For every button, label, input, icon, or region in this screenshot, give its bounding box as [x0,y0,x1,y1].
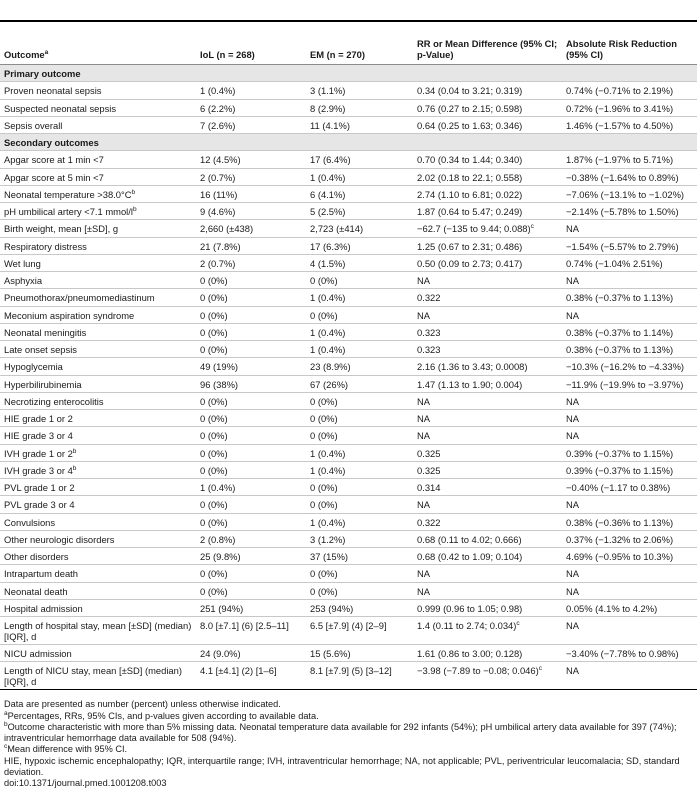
cell-iol: 2 (0.7%) [196,168,306,185]
cell-arr: −0.38% (−1.64% to 0.89%) [562,168,697,185]
cell-arr: 0.74% (−1.04% 2.51%) [562,254,697,271]
cell-iol: 96 (38%) [196,375,306,392]
cell-rr: 1.87 (0.64 to 5.47; 0.249) [413,203,562,220]
table-row [0,220,697,237]
cell-outcome: Birth weight, mean [±SD], g [0,220,196,237]
cell-arr: NA [562,496,697,513]
table-row [0,662,697,690]
cell-iol: 0 (0%) [196,513,306,530]
cell-arr: 1.87% (−1.97% to 5.71%) [562,151,697,168]
footnote-intro: Data are presented as number (percent) unless otherwise indicated. [4,699,281,710]
table-row [0,323,697,340]
cell-rr: NA [413,582,562,599]
cell-em: 1 (0.4%) [306,323,413,340]
cell-arr: NA [562,565,697,582]
table-row [0,496,697,513]
cell-iol: 1 (0.4%) [196,82,306,99]
cell-rr: 0.323 [413,341,562,358]
cell-rr: NA [413,496,562,513]
cell-arr: NA [562,272,697,289]
cell-arr: −7.06% (−13.1% to −1.02%) [562,185,697,202]
cell-arr: 1.46% (−1.57% to 4.50%) [562,116,697,133]
table-row [0,444,697,461]
cell-iol: 2 (0.7%) [196,254,306,271]
cell-iol: 2 (0.8%) [196,530,306,547]
cell-arr: 0.05% (4.1% to 4.2%) [562,599,697,616]
table-row [0,392,697,409]
cell-iol: 25 (9.8%) [196,548,306,565]
cell-iol: 251 (94%) [196,599,306,616]
cell-iol: 0 (0%) [196,410,306,427]
cell-rr: 0.325 [413,444,562,461]
table-row [0,82,697,99]
cell-outcome: Neonatal temperature $>38.0^\circ C^b$ [0,185,196,202]
cell-outcome: Wet lung [0,254,196,271]
cell-em: 3 (1.2%) [306,530,413,547]
cell-em: 17 (6.3%) [306,237,413,254]
cell-outcome: Asphyxia [0,272,196,289]
table-row [0,617,697,645]
cell-iol: 2,660 (±438) [196,220,306,237]
cell-arr: 0.38% (−0.37% to 1.13%) [562,289,697,306]
cell-rr: NA [413,306,562,323]
cell-em: 1 (0.4%) [306,289,413,306]
cell-rr: 0.68 (0.42 to 1.09; 0.104) [413,548,562,565]
cell-arr: NA [562,582,697,599]
table-row [0,427,697,444]
cell-rr: 1.47 (1.13 to 1.90; 0.004) [413,375,562,392]
table-row [0,272,697,289]
section-row [0,134,697,151]
table-row [0,479,697,496]
cell-em: 1 (0.4%) [306,461,413,478]
cell-outcome: Intrapartum death [0,565,196,582]
cell-arr: NA [562,410,697,427]
cell-rr: 1.25 (0.67 to 2.31; 0.486) [413,237,562,254]
cell-arr: NA [562,662,697,690]
footnotes [0,690,694,789]
cell-outcome: Suspected neonatal sepsis [0,99,196,116]
cell-em: 3 (1.1%) [306,82,413,99]
cell-rr: 0.323 [413,323,562,340]
cell-outcome: IVH grade 3 or 4$^b$ [0,461,196,478]
header-iol: IoL (n = 268) [196,22,306,65]
header-row [0,22,697,65]
cell-em: 23 (8.9%) [306,358,413,375]
cell-iol: 49 (19%) [196,358,306,375]
cell-iol: 0 (0%) [196,341,306,358]
cell-outcome: Other disorders [0,548,196,565]
cell-rr: 0.68 (0.11 to 4.02; 0.666) [413,530,562,547]
cell-iol: 0 (0%) [196,565,306,582]
cell-arr: −11.9% (−19.9% to −3.97%) [562,375,697,392]
cell-iol: 0 (0%) [196,306,306,323]
cell-rr: 0.314 [413,479,562,496]
cell-arr: NA [562,617,697,645]
cell-arr: 0.38% (−0.37% to 1.13%) [562,341,697,358]
cell-arr: 0.38% (−0.37% to 1.14%) [562,323,697,340]
cell-rr: NA [413,272,562,289]
outcomes-table [0,22,697,690]
cell-em: 11 (4.1%) [306,116,413,133]
cell-em: 0 (0%) [306,479,413,496]
table-row [0,461,697,478]
cell-iol: 8.0 [±7.1] (6) [2.5–11] [196,617,306,645]
cell-iol: 0 (0%) [196,461,306,478]
cell-iol: 0 (0%) [196,272,306,289]
table-row [0,116,697,133]
cell-arr: 0.74% (−0.71% to 2.19%) [562,82,697,99]
cell-arr: NA [562,392,697,409]
table-row [0,254,697,271]
cell-iol: 0 (0%) [196,392,306,409]
cell-em: 4 (1.5%) [306,254,413,271]
cell-rr: NA [413,565,562,582]
table-row [0,599,697,616]
cell-em: 1 (0.4%) [306,444,413,461]
cell-arr: NA [562,427,697,444]
cell-iol: 0 (0%) [196,496,306,513]
cell-outcome: Convulsions [0,513,196,530]
cell-arr: 0.72% (−1.96% to 3.41%) [562,99,697,116]
cell-outcome: NICU admission [0,645,196,662]
cell-outcome: Length of hospital stay, mean [±SD] (median) [IQR], d [0,617,196,645]
cell-iol: 12 (4.5%) [196,151,306,168]
table-row [0,237,697,254]
cell-outcome: Hospital admission [0,599,196,616]
cell-em: 8 (2.9%) [306,99,413,116]
cell-outcome: PVL grade 3 or 4 [0,496,196,513]
cell-em: 5 (2.5%) [306,203,413,220]
cell-rr: −3.98 (−7.89 to −0.08; 0.046)$^c$ [413,662,562,690]
table-row [0,151,697,168]
table-row [0,203,697,220]
cell-iol: 0 (0%) [196,582,306,599]
table-body [0,65,697,690]
cell-outcome: PVL grade 1 or 2 [0,479,196,496]
cell-outcome: Length of NICU stay, mean [±SD] (median) [IQR], d [0,662,196,690]
footnote-c: $^c$Mean difference with 95% CI. [4,743,128,755]
cell-arr: −2.14% (−5.78% to 1.50%) [562,203,697,220]
section-row [0,65,697,82]
cell-outcome: Respiratory distress [0,237,196,254]
cell-em: 0 (0%) [306,410,413,427]
cell-em: 0 (0%) [306,496,413,513]
cell-arr: −10.3% (−16.2% to −4.33%) [562,358,697,375]
footnote-abbreviations: HIE, hypoxic ischemic encephalopathy; IQR, interquartile range; IVH, intraventricular hemorrhage; NA, not applicable; PVL, periventricular leucomalacia; SD, standard deviation. [4,755,680,778]
cell-rr: 2.02 (0.18 to 22.1; 0.558) [413,168,562,185]
cell-outcome: Meconium aspiration syndrome [0,306,196,323]
cell-rr: 0.999 (0.96 to 1.05; 0.98) [413,599,562,616]
table-row [0,513,697,530]
cell-iol: 0 (0%) [196,427,306,444]
cell-iol: 4.1 [±4.1] (2) [1–6] [196,662,306,690]
cell-rr: 2.16 (1.36 to 3.43; 0.0008) [413,358,562,375]
cell-arr: −0.40% (−1.17 to 0.38%) [562,479,697,496]
cell-outcome: Necrotizing enterocolitis [0,392,196,409]
cell-iol: 16 (11%) [196,185,306,202]
cell-em: 17 (6.4%) [306,151,413,168]
cell-outcome: pH umbilical artery <7.1 mmol/$l^b$ [0,203,196,220]
cell-iol: 21 (7.8%) [196,237,306,254]
cell-em: 6.5 [±7.9] (4) [2–9] [306,617,413,645]
header-em: EM (n = 270) [306,22,413,65]
cell-outcome: HIE grade 1 or 2 [0,410,196,427]
cell-arr: 0.39% (−0.37% to 1.15%) [562,461,697,478]
cell-outcome: HIE grade 3 or 4 [0,427,196,444]
cell-iol: 24 (9.0%) [196,645,306,662]
cell-em: 0 (0%) [306,582,413,599]
cell-rr: NA [413,410,562,427]
cell-outcome: IVH grade 1 or 2$^b$ [0,444,196,461]
cell-arr: −3.40% (−7.78% to 0.98%) [562,645,697,662]
table-row [0,289,697,306]
cell-em: 0 (0%) [306,427,413,444]
header-arr: Absolute Risk Reduction (95% CI) [562,22,697,65]
table-row [0,99,697,116]
cell-arr: 0.39% (−0.37% to 1.15%) [562,444,697,461]
footnote-b: $^b$Outcome characteristic with more than 5% missing data. Neonatal temperature data available for 292 infants (54%); pH umbilical artery data available for 397 (74%); intraventricular hemorrhage data available for 508 (94%). [4,720,677,744]
footnote-a: $^a$Percentages, RRs, 95% CIs, and p-values given according to available data. [4,709,319,721]
cell-rr: 0.322 [413,513,562,530]
cell-em: 1 (0.4%) [306,513,413,530]
cell-em: 0 (0%) [306,392,413,409]
cell-rr: 1.61 (0.86 to 3.00; 0.128) [413,645,562,662]
cell-em: 37 (15%) [306,548,413,565]
table-row [0,548,697,565]
cell-rr: 0.325 [413,461,562,478]
cell-arr: NA [562,220,697,237]
cell-rr: 0.34 (0.04 to 3.21; 0.319) [413,82,562,99]
cell-outcome: Neonatal death [0,582,196,599]
cell-outcome: Apgar score at 1 min <7 [0,151,196,168]
cell-outcome: Apgar score at 5 min <7 [0,168,196,185]
table-row [0,375,697,392]
table-row [0,306,697,323]
cell-outcome: Hypoglycemia [0,358,196,375]
cell-outcome: Late onset sepsis [0,341,196,358]
cell-outcome: Other neurologic disorders [0,530,196,547]
cell-rr: NA [413,392,562,409]
header-outcome: Outcome$^a$ [0,22,196,65]
cell-rr: −62.7 (−135 to 9.44; 0.088)$^c$ [413,220,562,237]
doi: doi:10.1371/journal.pmed.1001208.t003 [4,778,167,789]
cell-em: 0 (0%) [306,272,413,289]
table-row [0,185,697,202]
cell-em: 1 (0.4%) [306,168,413,185]
cell-em: 67 (26%) [306,375,413,392]
cell-arr: NA [562,306,697,323]
cell-outcome: Neonatal meningitis [0,323,196,340]
cell-em: 253 (94%) [306,599,413,616]
header-rr: RR or Mean Difference (95% CI; p-Value) [413,22,562,65]
cell-iol: 1 (0.4%) [196,479,306,496]
table-row [0,358,697,375]
cell-rr: 0.322 [413,289,562,306]
cell-em: 0 (0%) [306,565,413,582]
cell-em: 8.1 [±7.9] (5) [3–12] [306,662,413,690]
cell-arr: 4.69% (−0.95% to 10.3%) [562,548,697,565]
cell-rr: 0.64 (0.25 to 1.63; 0.346) [413,116,562,133]
cell-iol: 7 (2.6%) [196,116,306,133]
table-row [0,168,697,185]
cell-rr: 1.4 (0.11 to 2.74; 0.034)$^c$ [413,617,562,645]
cell-rr: NA [413,427,562,444]
cell-arr: 0.38% (−0.36% to 1.13%) [562,513,697,530]
cell-rr: 2.74 (1.10 to 6.81; 0.022) [413,185,562,202]
cell-arr: 0.37% (−1.32% to 2.06%) [562,530,697,547]
table-row [0,565,697,582]
cell-iol: 6 (2.2%) [196,99,306,116]
top-rule [0,0,697,22]
cell-iol: 0 (0%) [196,323,306,340]
cell-rr: 0.76 (0.27 to 2.15; 0.598) [413,99,562,116]
cell-em: 15 (5.6%) [306,645,413,662]
table-row [0,341,697,358]
cell-outcome: Hyperbilirubinemia [0,375,196,392]
cell-iol: 0 (0%) [196,444,306,461]
cell-iol: 9 (4.6%) [196,203,306,220]
cell-outcome: Proven neonatal sepsis [0,82,196,99]
cell-em: 0 (0%) [306,306,413,323]
table-row [0,645,697,662]
table-row [0,582,697,599]
cell-outcome: Sepsis overall [0,116,196,133]
table-row [0,410,697,427]
cell-iol: 0 (0%) [196,289,306,306]
table-row [0,530,697,547]
cell-rr: 0.50 (0.09 to 2.73; 0.417) [413,254,562,271]
cell-em: 2,723 (±414) [306,220,413,237]
section-label: Primary outcome [0,65,697,82]
cell-em: 6 (4.1%) [306,185,413,202]
cell-arr: −1.54% (−5.57% to 2.79%) [562,237,697,254]
cell-outcome: Pneumothorax/pneumomediastinum [0,289,196,306]
cell-rr: 0.70 (0.34 to 1.44; 0.340) [413,151,562,168]
section-label: Secondary outcomes [0,134,697,151]
cell-em: 1 (0.4%) [306,341,413,358]
